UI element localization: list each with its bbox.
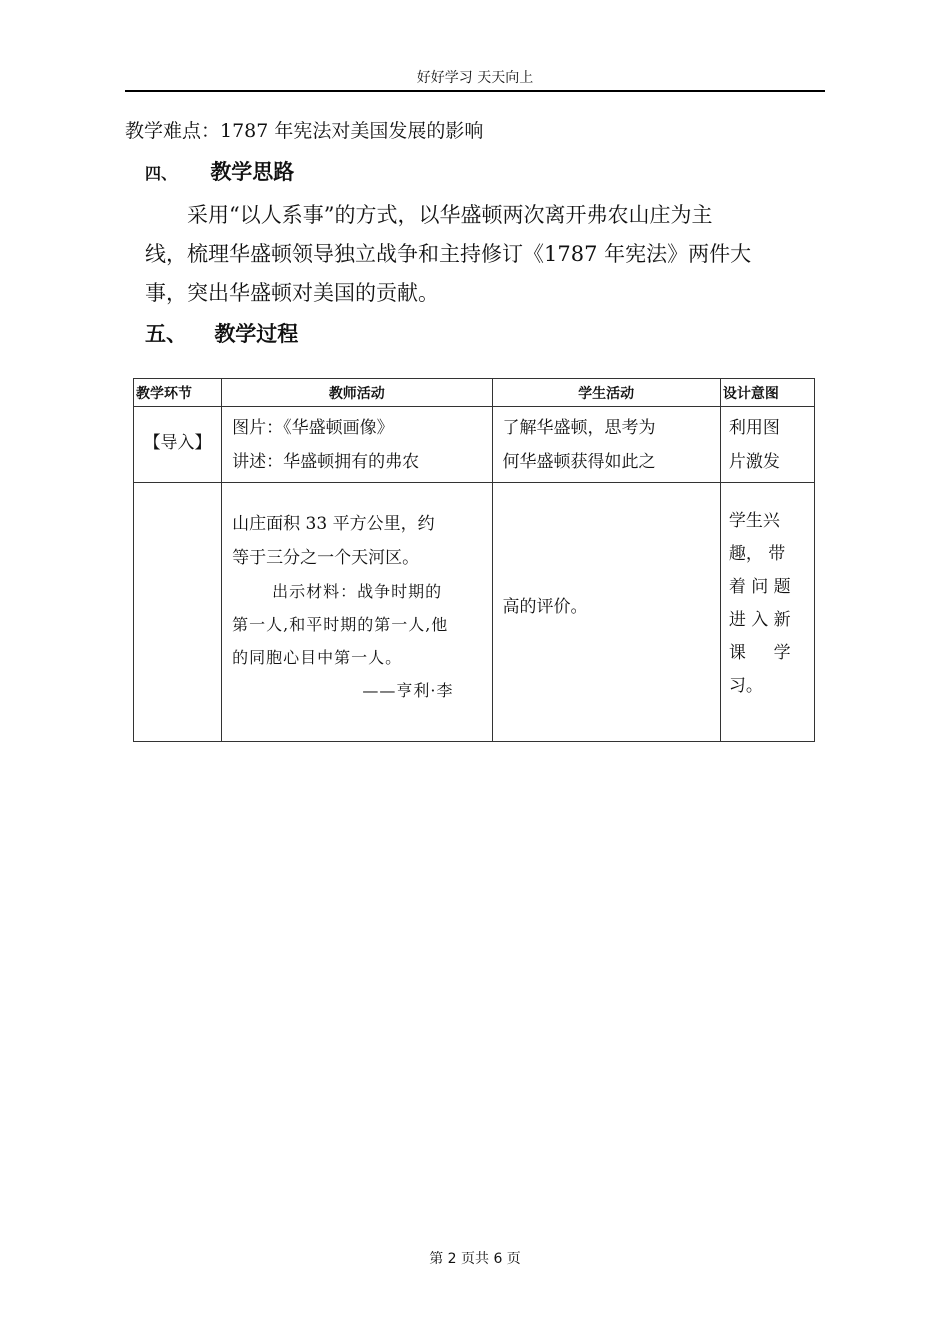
page-header: 好好学习 天天向上 xyxy=(125,68,825,92)
cell-line: 了解华盛顿，思考为 xyxy=(502,418,656,438)
paragraph-line: 事，突出华盛顿对美国的贡献。 xyxy=(145,281,439,305)
cell-line: 片激发 xyxy=(728,452,780,472)
table-row xyxy=(134,407,815,483)
column-header: 教学环节 xyxy=(134,379,222,407)
material-attribution: ——亨利·李 xyxy=(362,681,454,700)
section-title: 教学思路 xyxy=(210,159,295,184)
material-line: 的同胞心目中第一人。 xyxy=(232,648,403,667)
section-heading-4 xyxy=(145,156,294,186)
material-line: 第一人,和平时期的第一人,他 xyxy=(232,615,449,634)
table-row xyxy=(134,483,815,742)
column-header: 学生活动 xyxy=(492,379,720,407)
cell-line: 山庄面积 33 平方公里，约 xyxy=(232,514,435,534)
cell-line: 学生兴 xyxy=(728,511,780,531)
page-footer: 第 2 页共 6 页 xyxy=(429,1251,521,1267)
cell-line: 进 入 新 xyxy=(728,610,791,630)
cell-line: 着 问 题 xyxy=(728,577,791,597)
quoted-material xyxy=(232,575,483,707)
student-activity-cell xyxy=(492,483,720,742)
cell-line: 等于三分之一个天河区。 xyxy=(232,548,420,568)
table-header-row xyxy=(134,379,815,407)
cell-line: 习。 xyxy=(728,676,763,696)
section-title: 教学过程 xyxy=(214,321,299,346)
student-activity-cell xyxy=(492,407,720,483)
section-number: 四、 xyxy=(145,164,178,183)
cell-line: 何华盛顿获得如此之 xyxy=(502,452,656,472)
cell-line: 课 学 xyxy=(728,643,791,663)
stage-cell xyxy=(134,483,222,742)
column-header: 教师活动 xyxy=(222,379,492,407)
section-number: 五、 xyxy=(145,321,187,346)
design-intent-cell xyxy=(720,483,814,742)
cell-line: 讲述：华盛顿拥有的弗农 xyxy=(232,452,420,472)
section-heading-5 xyxy=(145,318,298,348)
paragraph-line: 线，梳理华盛顿领导独立战争和主持修订《1787 年宪法》两件大 xyxy=(145,242,752,266)
teaching-process-table xyxy=(133,378,815,742)
column-header: 设计意图 xyxy=(720,379,814,407)
stage-label: 【导入】 xyxy=(143,433,212,453)
teacher-activity-cell xyxy=(222,483,492,742)
teaching-difficulty: 教学难点：1787 年宪法对美国发展的影响 xyxy=(125,120,484,142)
cell-line: 高的评价。 xyxy=(502,597,588,617)
paragraph-line: 采用“以人系事”的方式，以华盛顿两次离开弗农山庄为主 xyxy=(187,203,713,227)
material-line: 出示材料：战争时期的 xyxy=(272,582,443,601)
cell-line: 趣， 带 xyxy=(728,544,786,564)
design-intent-cell xyxy=(720,407,814,483)
cell-line: 利用图 xyxy=(728,418,780,438)
teaching-idea-paragraph xyxy=(145,196,815,313)
teacher-activity-cell xyxy=(222,407,492,483)
stage-cell xyxy=(134,407,222,483)
cell-line: 图片：《华盛顿画像》 xyxy=(232,418,394,438)
